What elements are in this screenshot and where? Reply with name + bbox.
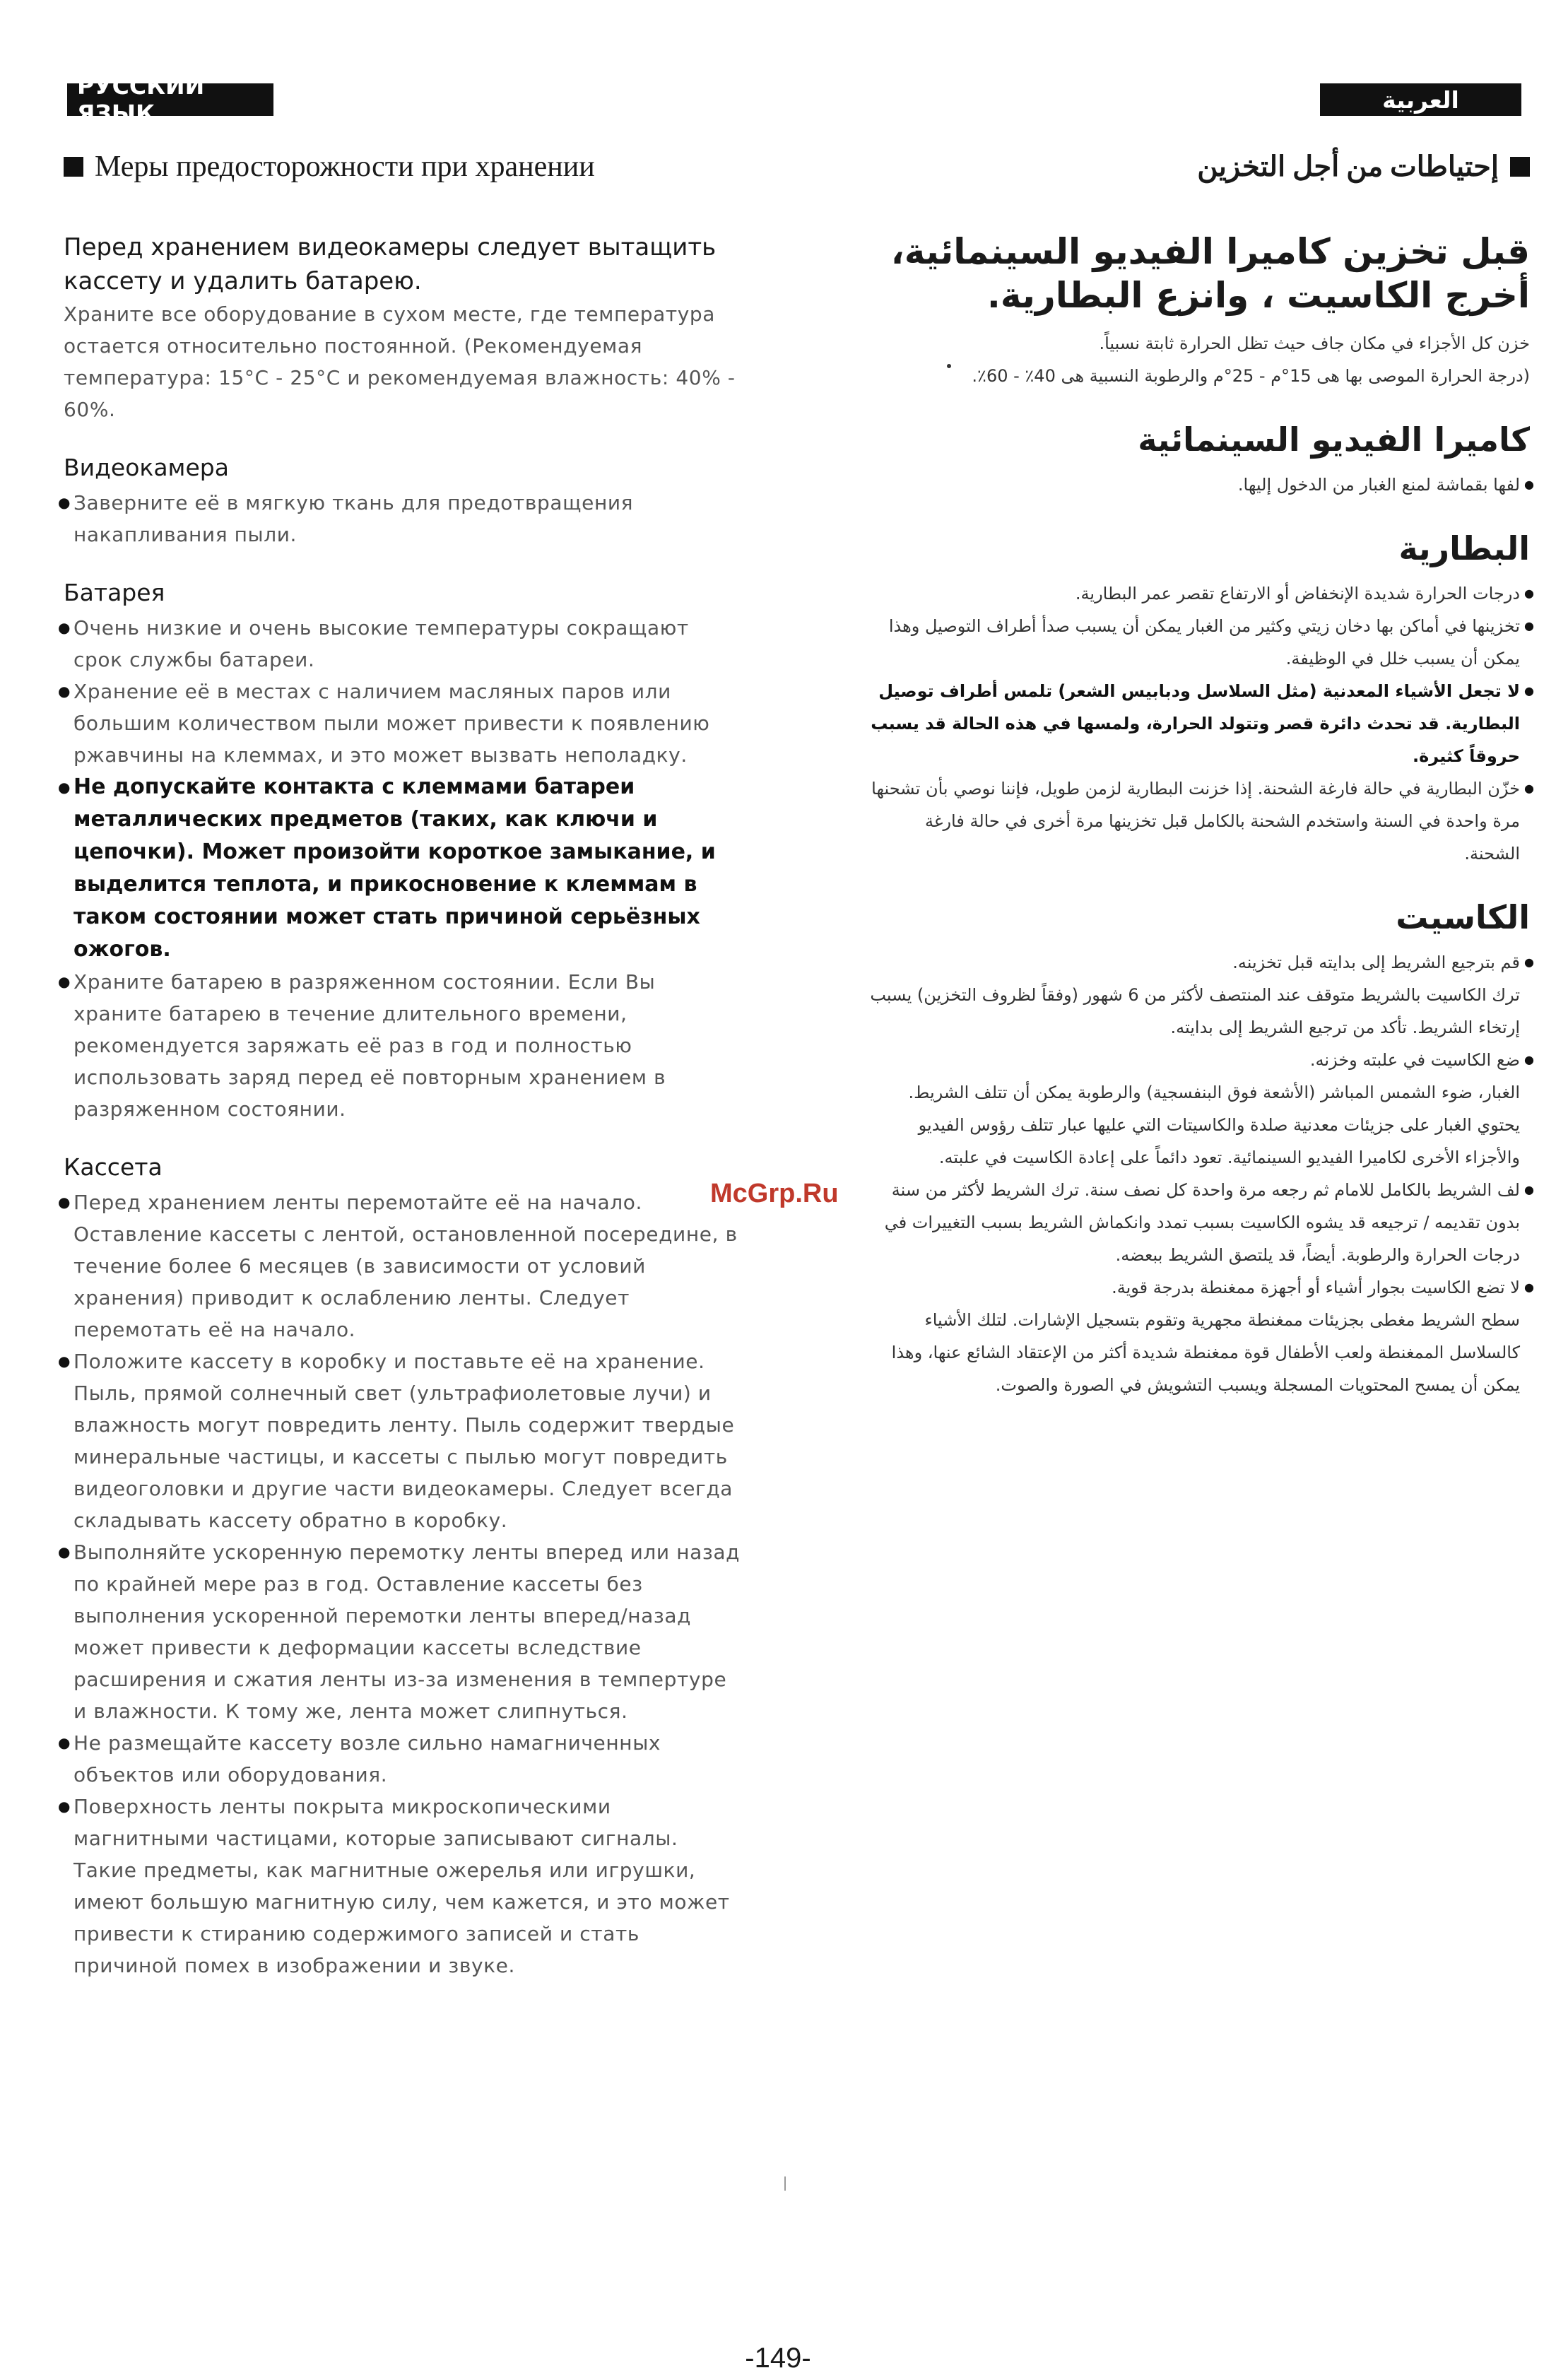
- list-item: ● Перед хранением ленты перемотайте её на начало. Оставление кассеты с лентой, остановленной посередине, в течение более 6 месяцев (в зависимости от условий хранения) приводит к ослаблению ленты. Следует перемотать её на начало.: [64, 1186, 742, 1345]
- ru-camcorder-list: [64, 487, 742, 550]
- ru-cassette-list: [64, 1186, 742, 1981]
- ar-camcorder-list: [869, 469, 1530, 501]
- list-item-warning: ● لا تجعل الأشياء المعدنية (مثل السلاسل ودبابيس الشعر) تلمس أطراف توصيل البطارية. قد تحدث دائرة قصر وتتولد الحرارة، ولمسها في هذه الحالة قد يسبب حروقاً كثيرة.: [869, 675, 1530, 772]
- ar-intro-bold: [869, 230, 1530, 317]
- page-number: -149-: [745, 2343, 811, 2374]
- ar-cassette-item2-text: الغبار، ضوء الشمس المباشر (الأشعة فوق البنفسجية) والرطوبة يمكن أن تتلف الشريط. يحتوي الغبار على جزيئات معدنية صلدة والكاسيتات التي عليها عبار تتلف رؤوس الفيديو والأجزاء الأخرى لكاميرا الفيديو السينمائية. تعود دائماً على إعادة الكاسيت في علبته.: [908, 1083, 1520, 1167]
- ar-camcorder-title: كاميرا الفيديو السينمائية: [1138, 420, 1530, 459]
- ru-battery-title: Батарея: [64, 579, 165, 606]
- list-item: ● لف الشريط بالكامل للامام ثم رجعه مرة واحدة كل نصف سنة. ترك الشريط لأكثر من سنة بدون تقديمه / ترجيعه قد يشوه الكاسيت بسبب تمدد وانكماش الشريط بسبب التغييرات في درجات الحرارة والرطوبة. أيضاً، قد يلتصق الشريط ببعضه.: [869, 1174, 1530, 1271]
- ru-section-heading: [64, 150, 742, 184]
- ar-intro-text-1: خزن كل الأجزاء في مكان جاف حيث تظل الحرارة ثابتة نسبياً.: [1099, 334, 1530, 353]
- ru-cassette-title: Кассета: [64, 1153, 163, 1181]
- column-divider-tick: [784, 2176, 786, 2191]
- ar-battery-title: البطارية: [1398, 529, 1530, 567]
- ar-cassette-title: الكاسيت: [1396, 898, 1530, 936]
- stray-dot: [947, 364, 951, 368]
- language-tag-russian: РУССКИЙ ЯЗЫК: [67, 83, 273, 116]
- list-item: ● Очень низкие и очень высокие температуры сокращают срок службы батареи.: [64, 612, 742, 676]
- arabic-column: [869, 150, 1530, 1401]
- list-item: ● قم بترجيع الشريط إلى بدايته قبل تخزينه.: [869, 946, 1530, 979]
- ar-cassette-list-2: [869, 1044, 1530, 1076]
- ar-intro-bold-line1: قبل تخزين كاميرا الفيديو السينمائية،: [890, 231, 1530, 272]
- list-item: ● لا تضع الكاسيت بجوار أشياء أو أجهزة ممغنطة بدرجة قوية.: [869, 1271, 1530, 1304]
- ar-cassette-item4-text: سطح الشريط مغطى بجزيئات ممغنطة مجهرية وتقوم بتسجيل الإشارات. لتلك الأشياء كالسلاسل الممغنطة ولعب الأطفال قوة ممغنطة شديدة أكثر من الإعتقاد الشائع عنها، وهذا يمكن أن يمسح المحتويات المسجلة ويسبب التشويش في الصورة والصوت.: [891, 1310, 1520, 1395]
- language-tag-arabic: العربية: [1320, 83, 1521, 116]
- list-item: ● Хранение её в местах с наличием масляных паров или большим количеством пыли может привести к появлению ржавчины на клеммах, и это может вызвать неполадку.: [64, 676, 742, 771]
- list-item: ● لفها بقماشة لمنع الغبار من الدخول إليها.: [869, 469, 1530, 501]
- ru-intro-bold: Перед хранением видеокамеры следует вытащить кассету и удалить батарею.: [64, 233, 717, 295]
- list-item: ● Не размещайте кассету возле сильно намагниченных объектов или оборудования.: [64, 1727, 742, 1791]
- ru-intro-text: Храните все оборудование в сухом месте, где температура остается относительно постоянной. (Рекомендуемая температура: 15°C - 25°C и рекомендуемая влажность: 40% - 60%.: [64, 302, 736, 421]
- list-item: ● Выполняйте ускоренную перемотку ленты вперед или назад по крайней мере раз в год. Оставление кассеты без выполнения ускоренной перемотки ленты вперед/назад может привести к деформации кассеты вследствие расширения и сжатия ленты из-за изменения в темпертуре и влажности. К тому же, лента может слипнуться.: [64, 1536, 742, 1727]
- ar-section-heading: [869, 150, 1530, 183]
- list-item: ● Храните батарею в разряженном состоянии. Если Вы храните батарею в течение длительного времени, рекомендуется заряжать её раз в год и полностью использовать заряд перед её повторным хранением в разряженном состоянии.: [64, 966, 742, 1125]
- list-item: ● خزّن البطارية في حالة فارغة الشحنة. إذا خزنت البطارية لزمن طويل، فإننا نوصي بأن تشحنها مرة واحدة في السنة واستخدم الشحنة بالكامل قبل تخزينها مرة أخرى في حالة فارغة الشحنة.: [869, 772, 1530, 870]
- russian-column: [64, 150, 742, 1981]
- list-item: ● Заверните её в мягкую ткань для предотвращения накапливания пыли.: [64, 487, 742, 550]
- list-item: ● Поверхность ленты покрыта микроскопическими магнитными частицами, которые записывают сигналы. Такие предметы, как магнитные ожерелья или игрушки, имеют большую магнитную силу, чем кажется, и это может привести к стиранию содержимого записей и стать причиной помех в изображении и звуке.: [64, 1791, 742, 1981]
- ru-heading-text: Меры предосторожности при хранении: [95, 151, 595, 183]
- ar-cassette-item1-text: ترك الكاسيت بالشريط متوقف عند المنتصف لأكثر من 6 شهور (وفقاً لظروف التخزين) يسبب إرتخاء الشريط. تأكد من ترجيع الشريط إلى بدايته.: [870, 985, 1520, 1037]
- ar-heading-text: إحتياطات من أجل التخزين: [1197, 151, 1499, 182]
- ar-intro-text-2: (درجة الحرارة الموصى بها هى 15°م - 25°م والرطوبة النسبية هى 40٪ - 60٪.: [972, 366, 1530, 386]
- watermark: McGrp.Ru: [710, 1179, 839, 1208]
- square-bullet-icon: [64, 157, 83, 177]
- ar-battery-list: [869, 577, 1530, 870]
- ru-camcorder-title: Видеокамера: [64, 454, 229, 481]
- square-bullet-icon: [1510, 157, 1530, 177]
- ar-cassette-list-3: [869, 1174, 1530, 1304]
- list-item: ● تخزينها في أماكن بها دخان زيتي وكثير من الغبار يمكن أن يسبب صدأ أطراف التوصيل وهذا يمكن أن يسبب خلل في الوظيفة.: [869, 610, 1530, 675]
- list-item: ● Положите кассету в коробку и поставьте её на хранение. Пыль, прямой солнечный свет (ультрафиолетовые лучи) и влажность могут повредить ленту. Пыль содержит твердые минеральные частицы, и кассеты с пылью могут повредить видеоголовки и другие части видеокамеры. Следует всегда складывать кассету обратно в коробку.: [64, 1345, 742, 1536]
- list-item-warning: ● Не допускайте контакта с клеммами батареи металлических предметов (таких, как ключи и цепочки). Может произойти короткое замыкание, и выделится теплота, и прикосновение к клеммам в таком состоянии может стать причиной серьёзных ожогов.: [64, 771, 742, 966]
- ar-cassette-list: [869, 946, 1530, 979]
- ar-intro-bold-line2: أخرج الكاسيت ، وانزع البطارية.: [986, 275, 1530, 316]
- list-item: ● درجات الحرارة شديدة الإنخفاض أو الارتفاع تقصر عمر البطارية.: [869, 577, 1530, 610]
- ru-battery-list: [64, 612, 742, 1125]
- list-item: ● ضع الكاسيت في علبته وخزنه.: [869, 1044, 1530, 1076]
